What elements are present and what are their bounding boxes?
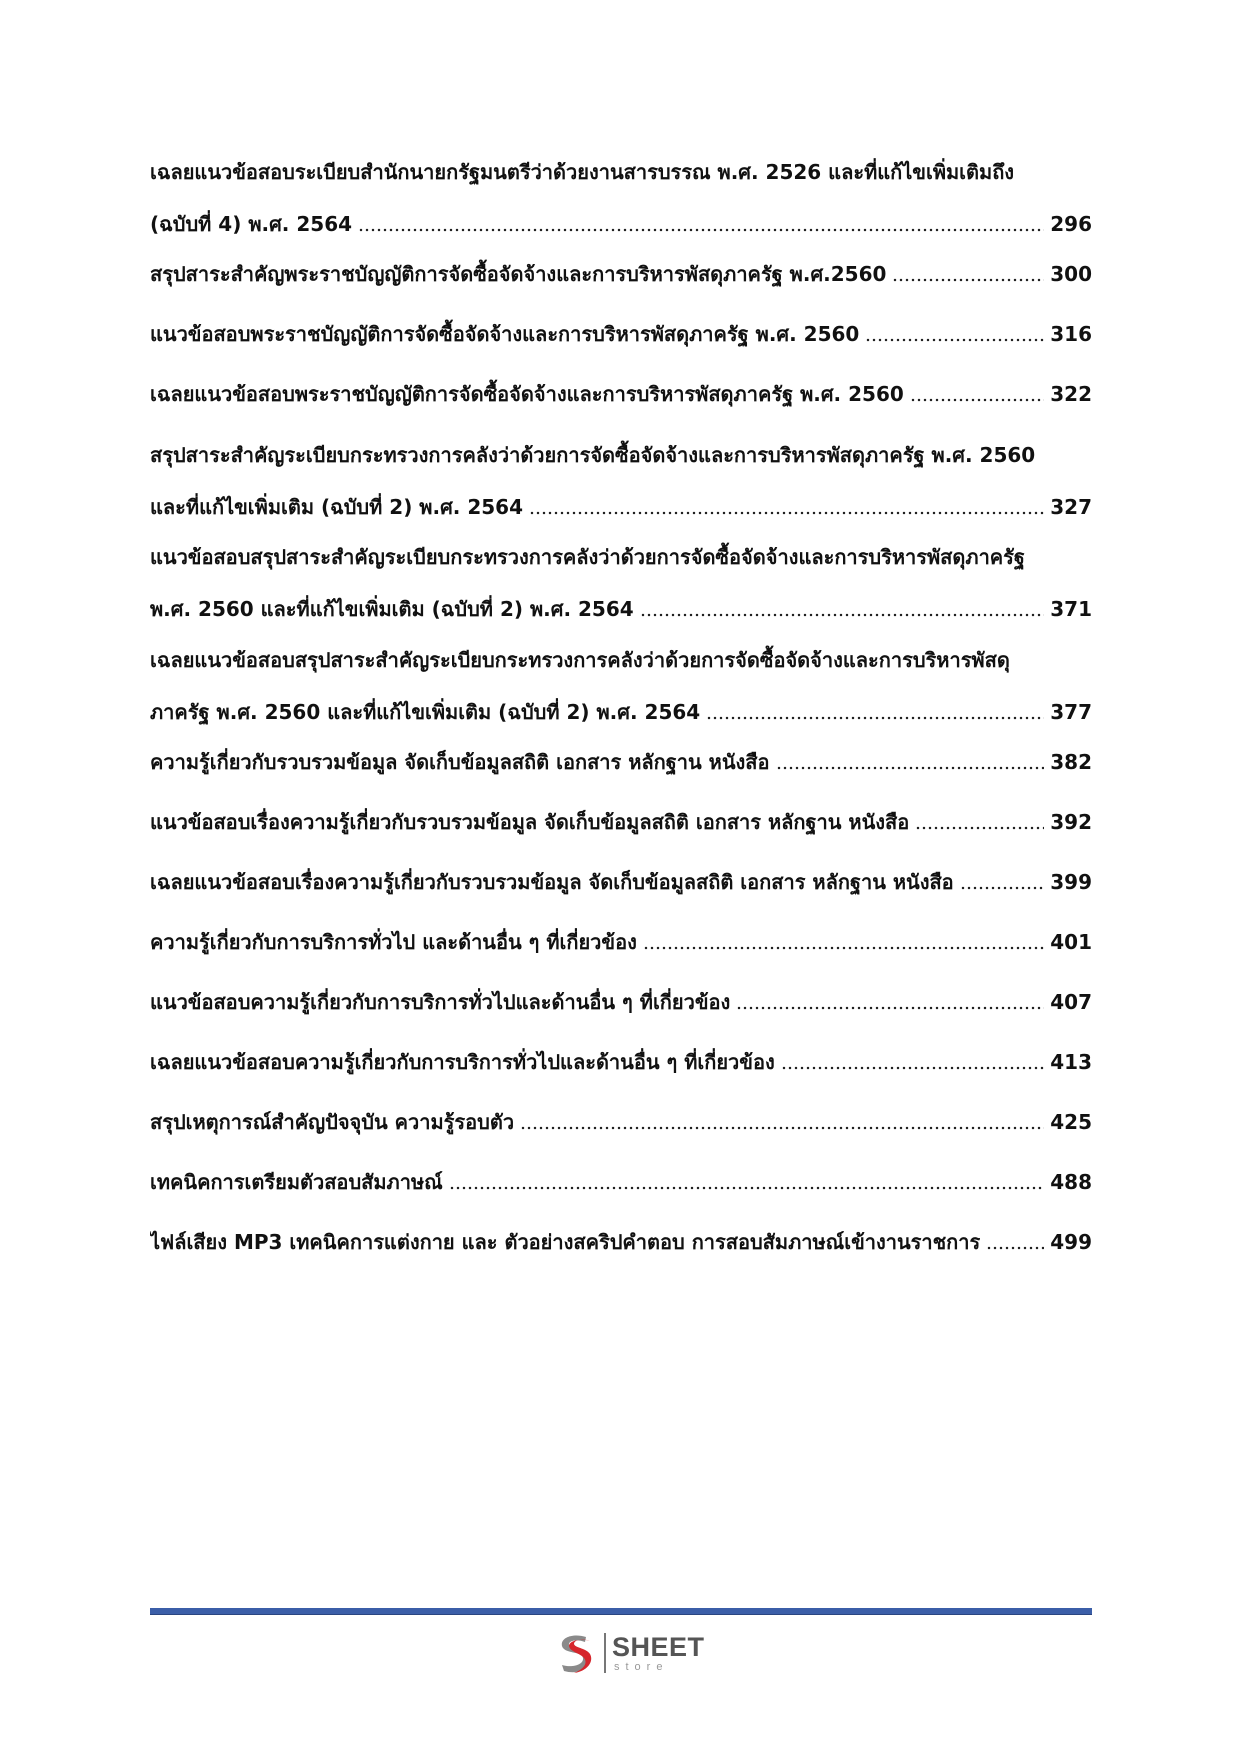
toc-entry[interactable] [150,1036,1092,1088]
logo-wordmark: SHEET [612,1631,705,1662]
dot-leader [529,506,1044,520]
toc-page-number: 327 [1050,495,1092,519]
dot-leader [706,711,1044,725]
toc-page-number: 407 [1050,990,1092,1014]
dot-leader [892,273,1044,287]
toc-entry[interactable] [150,368,1092,420]
toc-page-number: 296 [1050,212,1092,236]
toc-entry[interactable] [150,248,1092,300]
toc-entry-line: เฉลยแนวข้อสอบพระราชบัญญัติการจัดซื้อจัดจ้างและการบริหารพัสดุภาครัฐ พ.ศ. 2560 [150,382,904,406]
toc-entry-line: ภาครัฐ พ.ศ. 2560 และที่แก้ไขเพิ่มเติม (ฉบับที่ 2) พ.ศ. 2564 [150,700,701,724]
toc-page-number: 392 [1050,810,1092,834]
toc-entry-line: พ.ศ. 2560 และที่แก้ไขเพิ่มเติม (ฉบับที่ 2) พ.ศ. 2564 [150,597,634,621]
toc-page-number: 371 [1050,597,1092,621]
dot-leader [449,1181,1045,1195]
toc-entry-line: เฉลยแนวข้อสอบเรื่องความรู้เกี่ยวกับรวบรวมข้อมูล จัดเก็บข้อมูลสถิติ เอกสาร หลักฐาน หนังสือ [150,870,954,894]
toc-entry-line: แนวข้อสอบสรุปสาระสำคัญระเบียบกระทรวงการคลังว่าด้วยการจัดซื้อจัดจ้างและการบริหารพัสดุภาครัฐ [150,545,1025,569]
dot-leader [910,393,1044,407]
dot-leader [643,941,1044,955]
toc-page-number: 413 [1050,1050,1092,1074]
dot-leader [960,881,1045,895]
sheet-store-logo [552,1626,722,1680]
toc-page-number: 401 [1050,930,1092,954]
logo-separator [604,1633,606,1673]
toc-page-number: 425 [1050,1110,1092,1134]
toc-entry-line: สรุปเหตุการณ์สำคัญปัจจุบัน ความรู้รอบตัว [150,1110,515,1134]
toc-entry-line: ความรู้เกี่ยวกับการบริการทั่วไป และด้านอื่น ๆ ที่เกี่ยวข้อง [150,930,637,954]
toc-entry[interactable] [150,976,1092,1028]
toc-page-number: 300 [1050,262,1092,286]
toc-entry[interactable] [150,796,1092,848]
dot-leader [640,608,1045,622]
toc-entry-line: ไฟล์เสียง MP3 เทคนิคการแต่งกาย และ ตัวอย่างสคริปคำตอบ การสอบสัมภาษณ์เข้างานราชการ [150,1230,981,1254]
logo-subtitle: store [614,1660,669,1673]
dot-leader [776,761,1045,775]
toc-entry[interactable] [150,1096,1092,1148]
toc-entry[interactable] [150,146,1092,250]
toc-entry-line: เทคนิคการเตรียมตัวสอบสัมภาษณ์ [150,1170,443,1194]
toc-entry[interactable] [150,916,1092,968]
dot-leader [915,821,1044,835]
footer-divider-bar [150,1608,1092,1615]
toc-entry[interactable] [150,531,1092,635]
toc-entry-line: เฉลยแนวข้อสอบความรู้เกี่ยวกับการบริการทั่วไปและด้านอื่น ๆ ที่เกี่ยวข้อง [150,1050,775,1074]
toc-entry-line: เฉลยแนวข้อสอบสรุปสาระสำคัญระเบียบกระทรวงการคลังว่าด้วยการจัดซื้อจัดจ้างและการบริหารพัสดุ [150,648,1010,672]
toc-entry-line: และที่แก้ไขเพิ่มเติม (ฉบับที่ 2) พ.ศ. 2564 [150,495,523,519]
dot-leader [781,1061,1045,1075]
toc-entry[interactable] [150,1156,1092,1208]
dot-leader [865,333,1044,347]
toc-page-number: 382 [1050,750,1092,774]
toc-entry-line: (ฉบับที่ 4) พ.ศ. 2564 [150,212,353,236]
toc-entry-line: สรุปสาระสำคัญระเบียบกระทรวงการคลังว่าด้วยการจัดซื้อจัดจ้างและการบริหารพัสดุภาครัฐ พ.ศ. 2560 [150,443,1036,467]
toc-entry[interactable] [150,308,1092,360]
toc-page-number: 316 [1050,322,1092,346]
toc-entry-line: ความรู้เกี่ยวกับรวบรวมข้อมูล จัดเก็บข้อมูลสถิติ เอกสาร หลักฐาน หนังสือ [150,750,770,774]
dot-leader [736,1001,1044,1015]
toc-entry[interactable] [150,736,1092,788]
toc-entry[interactable] [150,429,1092,533]
toc-page-number: 499 [1050,1230,1092,1254]
toc-entry-line: แนวข้อสอบเรื่องความรู้เกี่ยวกับรวบรวมข้อมูล จัดเก็บข้อมูลสถิติ เอกสาร หลักฐาน หนังสือ [150,810,910,834]
toc-page-number: 377 [1050,700,1092,724]
toc-page-number: 488 [1050,1170,1092,1194]
toc-entry-line: เฉลยแนวข้อสอบระเบียบสำนักนายกรัฐมนตรีว่าด้วยงานสารบรรณ พ.ศ. 2526 และที่แก้ไขเพิ่มเติมถึง [150,160,1015,184]
toc-page-number: 399 [1050,870,1092,894]
toc-entry[interactable] [150,856,1092,908]
dot-leader [986,1241,1044,1255]
toc-page-number: 322 [1050,382,1092,406]
dot-leader [520,1121,1044,1135]
toc-entry-line: แนวข้อสอบพระราชบัญญัติการจัดซื้อจัดจ้างและการบริหารพัสดุภาครัฐ พ.ศ. 2560 [150,322,860,346]
toc-entry-line: แนวข้อสอบความรู้เกี่ยวกับการบริการทั่วไปและด้านอื่น ๆ ที่เกี่ยวข้อง [150,990,731,1014]
toc-entry[interactable] [150,634,1092,738]
dot-leader [358,223,1044,237]
sheet-store-s-logo-icon [552,1629,600,1677]
toc-entry-line: สรุปสาระสำคัญพระราชบัญญัติการจัดซื้อจัดจ้างและการบริหารพัสดุภาครัฐ พ.ศ.2560 [150,262,887,286]
toc-entry[interactable] [150,1216,1092,1268]
